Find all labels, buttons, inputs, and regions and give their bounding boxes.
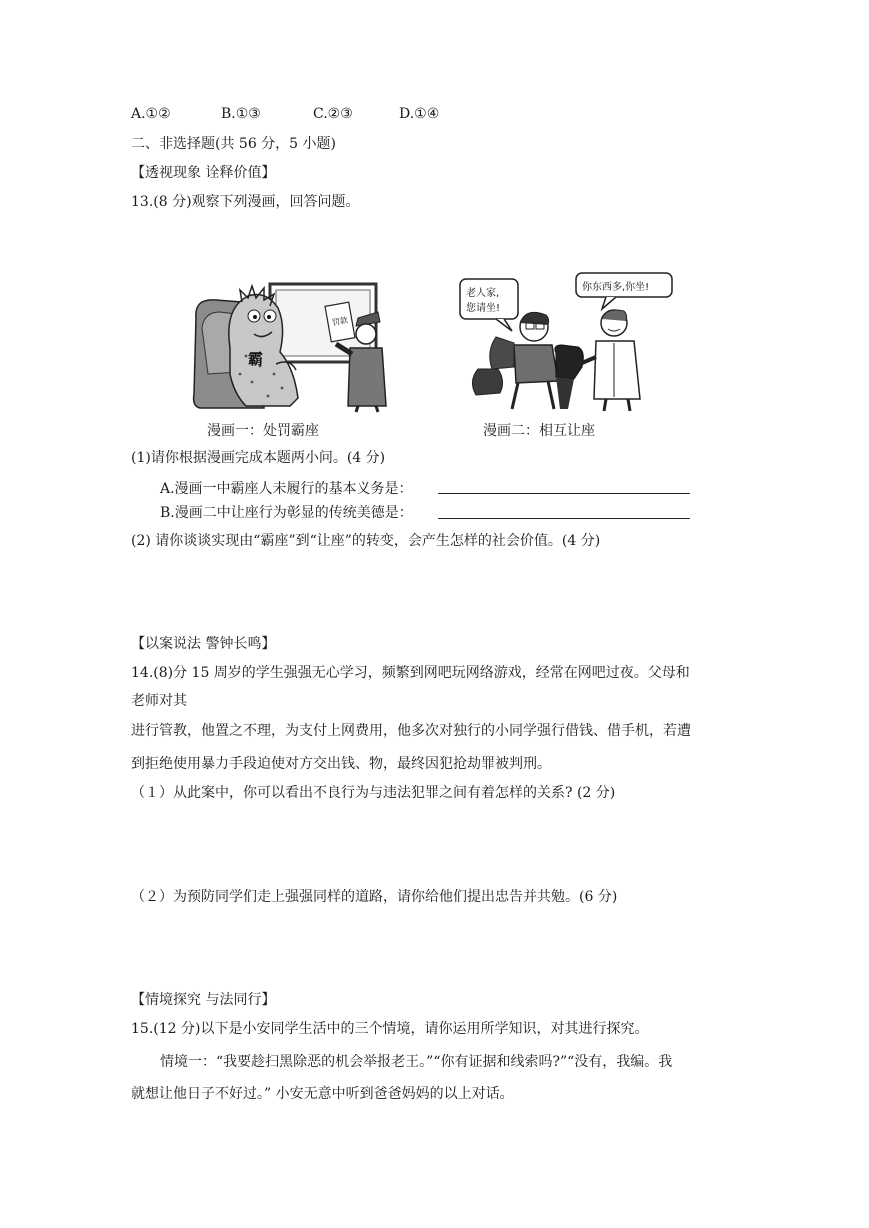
paper-text: 罚款: [331, 315, 349, 328]
q15-scene1-line1: 情境一：“我要趁扫黑除恶的机会举报老王。”“你有证据和线索吗?”“没有，我编。我: [160, 1054, 673, 1070]
answer-blank-a[interactable]: [438, 493, 690, 494]
q13-part1: (1)请你根据漫画完成本题两小问。(4 分): [131, 450, 386, 466]
q13-stem: 13.(8 分)观察下列漫画，回答问题。: [131, 194, 360, 210]
q13-part1-a: A.漫画一中霸座人未履行的基本义务是：: [160, 481, 413, 497]
q14-stem-line3: 进行管教，他置之不理，为支付上网费用，他多次对独行的小同学强行借钱、借手机，若遭: [131, 723, 691, 739]
option-c: C.②③: [313, 106, 353, 122]
answer-blank-b[interactable]: [438, 518, 690, 519]
answer-options: [131, 104, 439, 124]
q14-stem-line2: 老师对其: [131, 693, 187, 709]
q14-part2: （２）为预防同学们走上强强同样的道路，请你给他们提出忠告并共勉。(6 分): [131, 889, 618, 905]
option-b: B.①③: [221, 106, 261, 122]
bubble-left-line1: 老人家,: [466, 288, 500, 299]
q13-part1-b: B.漫画二中让座行为彰显的传统美德是：: [160, 505, 413, 521]
cartoon-one-illustration: [190, 278, 402, 416]
q13-heading: 【透视现象 诠释价值】: [131, 165, 276, 181]
cartoon-two-illustration: [456, 271, 676, 413]
q15-heading: 【情境探究 与法同行】: [131, 992, 276, 1008]
option-a: A.①②: [131, 106, 171, 122]
q14-stem-line1: 14.(8)分 15 周岁的学生强强无心学习，频繁到网吧玩网络游戏，经常在网吧过夜。父母和: [131, 665, 690, 681]
badge-text: 霸: [248, 350, 264, 368]
q14-heading: 【以案说法 警钟长鸣】: [131, 636, 276, 652]
cartoon-two-caption: 漫画二：相互让座: [483, 423, 595, 439]
bubble-left-line2: 您请坐!: [466, 303, 501, 314]
q15-stem: 15.(12 分)以下是小安同学生活中的三个情境，请你运用所学知识，对其进行探究。: [131, 1021, 649, 1037]
q13-part2: (2) 请你谈谈实现由“霸座”到“让座”的转变，会产生怎样的社会价值。(4 分): [131, 533, 601, 549]
q14-stem-line4: 到拒绝使用暴力手段迫使对方交出钱、物，最终因犯抢劫罪被判刑。: [131, 756, 551, 772]
cartoon-one-caption: 漫画一：处罚霸座: [207, 423, 319, 439]
q14-part1: （１）从此案中，你可以看出不良行为与违法犯罪之间有着怎样的关系? (2 分): [131, 785, 616, 801]
q15-scene1-line2: 就想让他日子不好过。” 小安无意中听到爸爸妈妈的以上对话。: [131, 1086, 514, 1102]
bubble-right-text: 你东西多,你坐!: [582, 282, 650, 293]
option-d: D.①④: [399, 106, 440, 122]
section-heading: 二、非选择题(共 56 分，5 小题): [131, 136, 336, 152]
